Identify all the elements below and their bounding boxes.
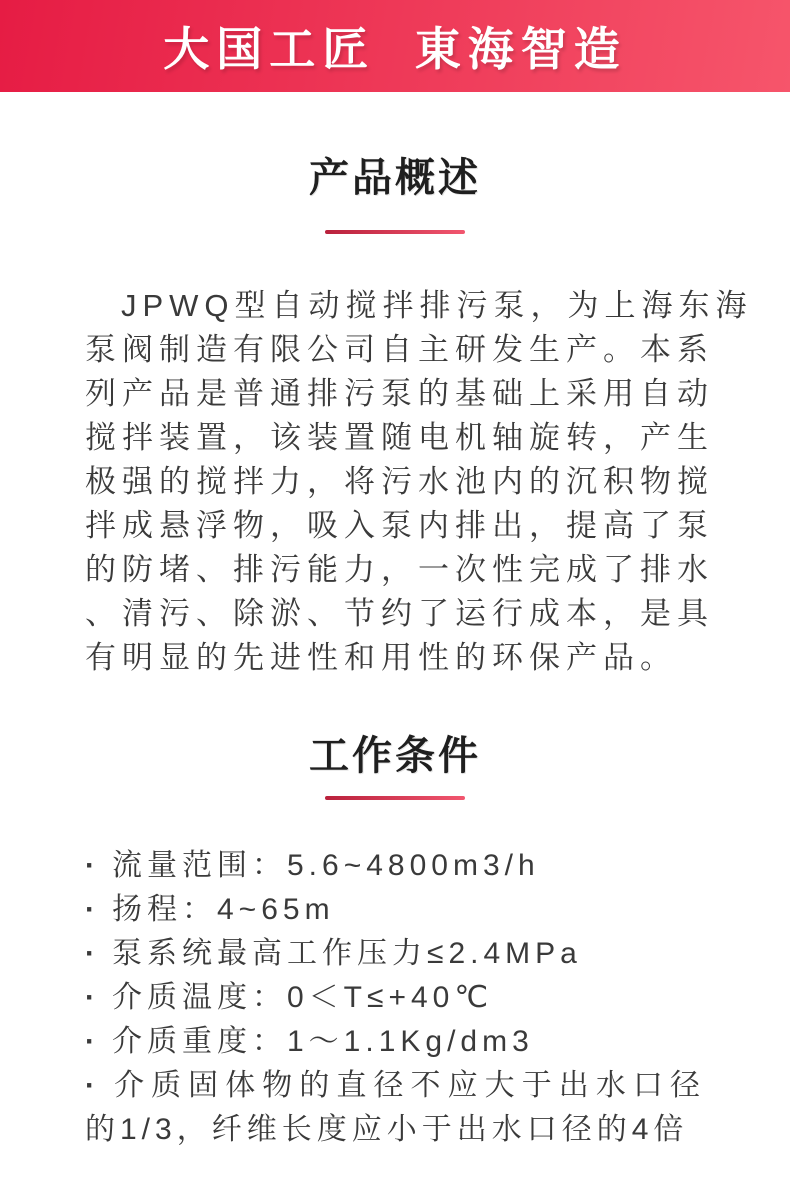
list-item: · 介质固体物的直径不应大于出水口径的1/3，纤维长度应小于出水口径的4倍 (85, 1064, 705, 1152)
paragraph-line: 有明显的先进性和用性的环保产品。 (85, 640, 677, 675)
list-item: · 介质温度：0＜T≤+40℃ (85, 976, 705, 1020)
list-item: · 介质重度：1～1.1Kg/dm3 (85, 1020, 705, 1064)
bullet-dot: · (85, 893, 100, 926)
section-conditions (0, 732, 790, 1152)
bullet-dot: · (85, 849, 100, 882)
section-overview (0, 154, 790, 680)
conditions-section-title: 工作条件 (309, 734, 481, 778)
paragraph-line: 、清污、除淤、节约了运行成本，是具 (85, 596, 714, 631)
bullet-dot: · (85, 937, 100, 970)
bullet-dot: · (85, 1069, 100, 1102)
overview-title-underline (325, 230, 465, 234)
bullet-dot: · (85, 981, 100, 1014)
paragraph-line: 极强的搅拌力，将污水池内的沉积物搅 (85, 464, 714, 499)
paragraph-line: 的防堵、排污能力，一次性完成了排水 (85, 552, 714, 587)
conditions-list (85, 844, 705, 1152)
bullet-dot: · (85, 1025, 100, 1058)
paragraph-line: JPWQ型自动搅拌排污泵，为上海东海 (121, 288, 753, 323)
list-item: · 泵系统最高工作压力≤2.4MPa (85, 932, 705, 976)
paragraph-line: 搅拌装置，该装置随电机轴旋转，产生 (85, 420, 714, 455)
paragraph-line: 泵阀制造有限公司自主研发生产。本系 (85, 332, 714, 367)
overview-section-title: 产品概述 (309, 156, 481, 200)
list-item: · 流量范围：5.6~4800m3/h (85, 844, 705, 888)
list-item: · 扬程：4~65m (85, 888, 705, 932)
banner-title: 大国工匠 東海智造 (163, 23, 627, 75)
conditions-title-underline (325, 796, 465, 800)
content (0, 154, 790, 1152)
paragraph-line: 列产品是普通排污泵的基础上采用自动 (85, 376, 714, 411)
paragraph-line: 拌成悬浮物，吸入泵内排出，提高了泵 (85, 508, 714, 543)
overview-paragraph (85, 284, 753, 680)
top-banner (0, 0, 790, 92)
